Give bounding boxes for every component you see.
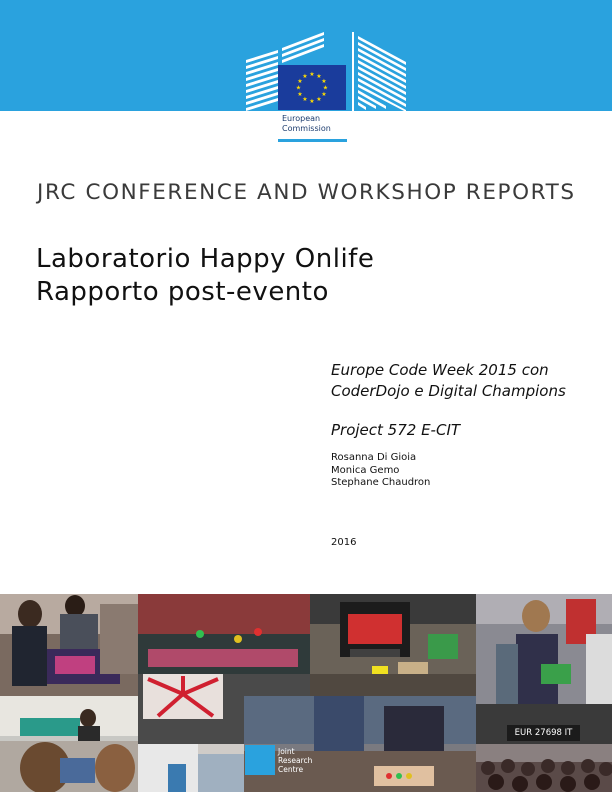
logo-underline [278,139,347,142]
photo-child-with-lanyard [138,744,244,792]
project-label: Project 572 E-CIT [331,421,461,439]
photo-students-activity [244,696,476,792]
svg-text:★: ★ [321,78,327,85]
jrc-line1: Joint [278,747,295,756]
title-line1: Laboratorio Happy Onlife [36,244,375,274]
jrc-line3: Centre [278,765,304,774]
eu-stars-icon [278,65,346,110]
series-title: JRC CONFERENCE AND WORKSHOP REPORTS [37,180,576,205]
org-line1: European [282,114,321,123]
authors-list [331,452,430,490]
subtitle-line2: CoderDojo e Digital Champions [331,382,566,400]
svg-text:★: ★ [309,71,315,78]
svg-text:★: ★ [321,91,327,98]
title-line2: Rapporto post-evento [36,277,329,307]
subtitle-line1: Europe Code Week 2015 con [331,361,549,379]
jrc-logo-icon [245,745,275,775]
report-number-badge: EUR 27698 IT [507,725,580,741]
photo-kids-with-tablet [476,594,612,744]
svg-text:★: ★ [302,73,308,80]
svg-text:★: ★ [316,96,322,103]
author: Rosanna Di Gioia [331,452,417,463]
svg-text:★: ★ [316,73,322,80]
author: Monica Gemo [331,464,400,476]
photo-audience [476,744,612,792]
report-subtitle [331,360,566,402]
jrc-label [278,747,312,774]
report-title [36,243,374,309]
svg-text:★: ★ [295,84,302,92]
org-line2: Commission [282,124,331,133]
svg-text:★: ★ [297,91,303,98]
svg-text:★: ★ [302,96,308,103]
svg-text:★: ★ [309,98,315,105]
jrc-line2: Research [278,756,313,765]
photo-classroom-computers [0,696,138,792]
eu-flag-icon [278,65,346,110]
svg-text:★: ★ [297,78,303,85]
organization-name [282,114,331,134]
photo-3d-printer [310,594,476,696]
author: Stephane Chaudron [331,477,431,488]
publication-year: 2016 [331,537,357,548]
svg-text:★: ★ [322,84,329,92]
photo-kids-at-table [0,594,138,696]
